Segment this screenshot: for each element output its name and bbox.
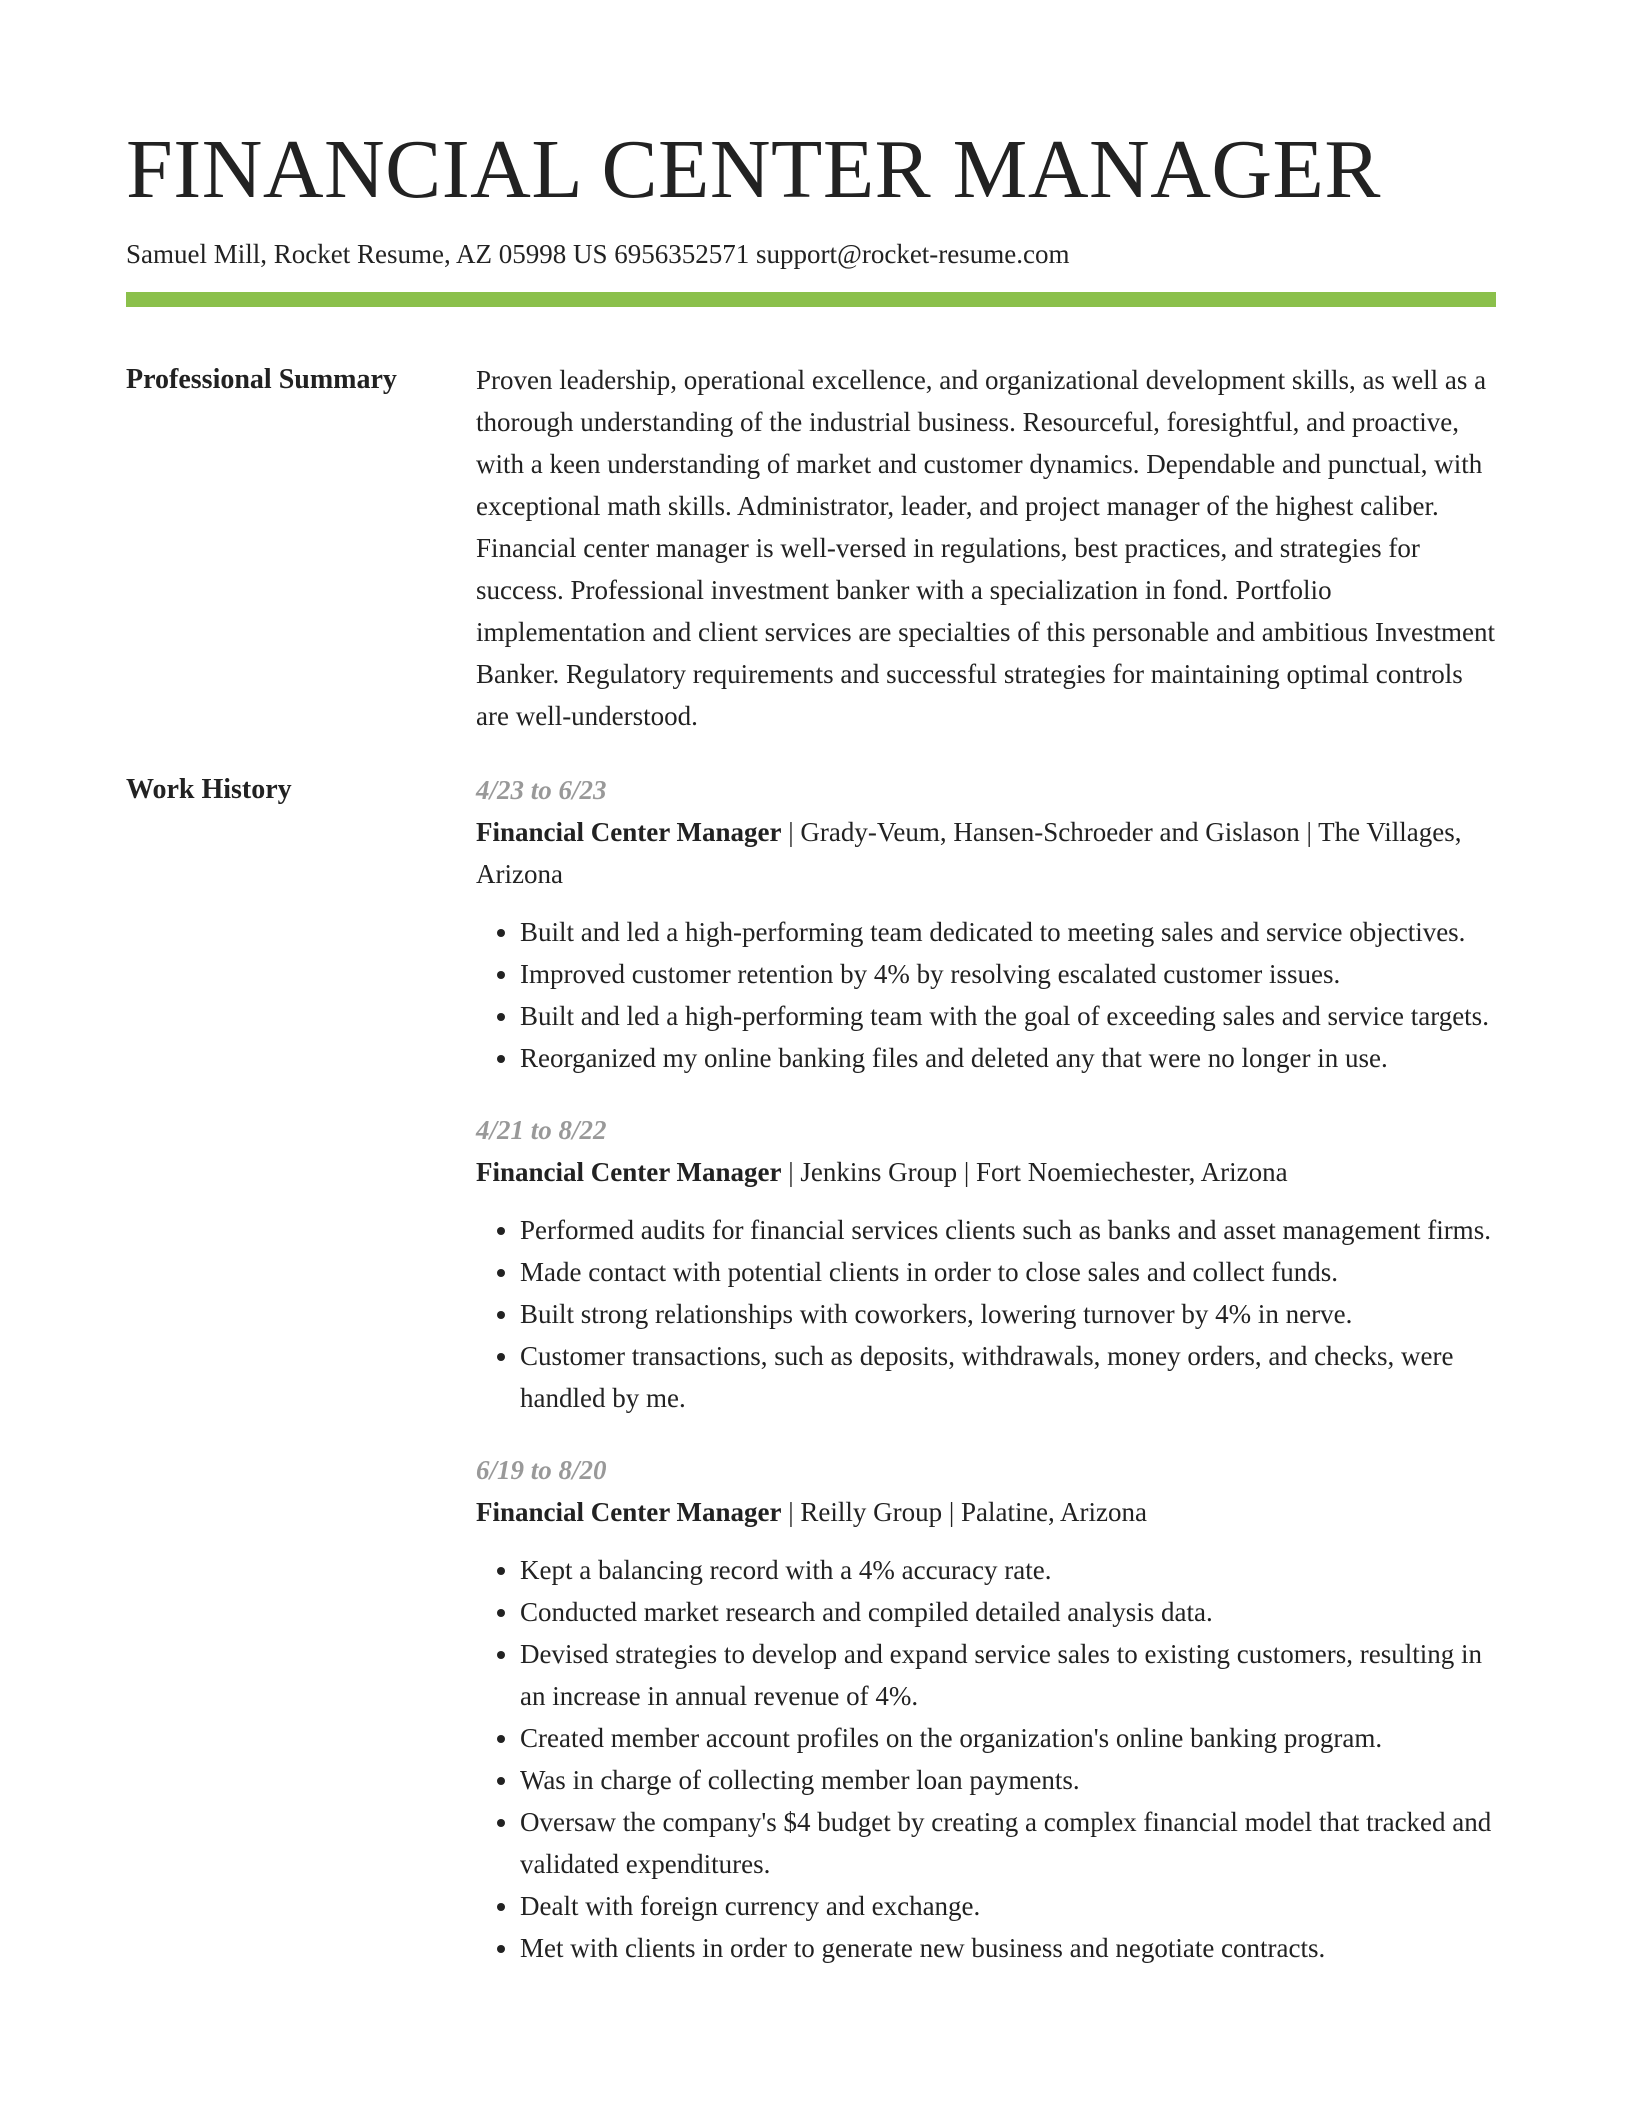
job-bullet: • Was in charge of collecting member loan payments. — [520, 1759, 1496, 1801]
job-position — [476, 1491, 1496, 1533]
job-bullets — [476, 1549, 1496, 1969]
section-label-summary: Professional Summary — [126, 364, 397, 395]
contact-line: Samuel Mill, Rocket Resume, AZ 05998 US 6956352571 support@rocket-resume.com — [126, 239, 1070, 269]
header-divider — [126, 292, 1496, 307]
job-position — [476, 811, 1496, 895]
resume-title: FINANCIAL CENTER MANAGER — [126, 123, 1381, 216]
job-bullet: • Oversaw the company's $4 budget by creating a complex financial model that tracked and validated expenditures. — [520, 1801, 1496, 1885]
job-entry — [476, 1449, 1496, 1969]
job-bullets — [476, 1209, 1496, 1419]
section-label-work-history: Work History — [126, 774, 292, 805]
work-history-content — [476, 769, 1496, 1999]
job-details: | Grady-Veum, Hansen-Schroeder and Gislason | The Villages, Arizona — [476, 817, 1462, 889]
job-dates: 4/23 to 6/23 — [476, 775, 607, 805]
job-bullets — [476, 911, 1496, 1079]
job-details: | Jenkins Group | Fort Noemiechester, Arizona — [781, 1157, 1288, 1187]
job-bullet: • Built and led a high-performing team with the goal of exceeding sales and service targets. — [520, 995, 1496, 1037]
summary-text: Proven leadership, operational excellence, and organizational development skills, as well as a thorough understanding of the industrial business. Resourceful, foresightful, and proactive, with a keen understanding of market and customer dynamics. Dependable and punctual, with exceptional math skills. Administrator, leader, and project manager of the highest caliber. Financial center manager is well-versed in regulations, best practices, and strategies for success. Professional investment banker with a specialization in fond. Portfolio implementation and client services are specialties of this personable and ambitious Investment Banker. Regulatory requirements and successful strategies for maintaining optimal controls are well-understood. — [476, 365, 1495, 731]
job-bullet: • Customer transactions, such as deposits, withdrawals, money orders, and checks, were handled by me. — [520, 1335, 1496, 1419]
job-bullet: • Kept a balancing record with a 4% accuracy rate. — [520, 1549, 1496, 1591]
job-bullet: • Reorganized my online banking files and deleted any that were no longer in use. — [520, 1037, 1496, 1079]
job-role: Financial Center Manager — [476, 1497, 782, 1527]
job-details: | Reilly Group | Palatine, Arizona — [781, 1497, 1147, 1527]
summary-content — [476, 359, 1496, 737]
job-role: Financial Center Manager — [476, 817, 782, 847]
job-dates: 4/21 to 8/22 — [476, 1115, 607, 1145]
job-bullet: • Dealt with foreign currency and exchange. — [520, 1885, 1496, 1927]
job-role: Financial Center Manager — [476, 1157, 782, 1187]
work-history-section — [126, 769, 1496, 1999]
job-bullet: • Devised strategies to develop and expand service sales to existing customers, resulting in an increase in annual revenue of 4%. — [520, 1633, 1496, 1717]
job-bullet: • Met with clients in order to generate new business and negotiate contracts. — [520, 1927, 1496, 1969]
job-entry — [476, 1109, 1496, 1419]
job-bullet: • Built strong relationships with coworkers, lowering turnover by 4% in nerve. — [520, 1293, 1496, 1335]
job-bullet: • Improved customer retention by 4% by resolving escalated customer issues. — [520, 953, 1496, 995]
job-bullet: • Built and led a high-performing team dedicated to meeting sales and service objectives. — [520, 911, 1496, 953]
job-bullet: • Conducted market research and compiled detailed analysis data. — [520, 1591, 1496, 1633]
job-bullet: • Performed audits for financial services clients such as banks and asset management firms. — [520, 1209, 1496, 1251]
professional-summary-section — [126, 359, 1496, 737]
job-position — [476, 1151, 1496, 1193]
job-bullet: • Made contact with potential clients in order to close sales and collect funds. — [520, 1251, 1496, 1293]
job-bullet: • Created member account profiles on the organization's online banking program. — [520, 1717, 1496, 1759]
job-dates: 6/19 to 8/20 — [476, 1455, 607, 1485]
job-entry — [476, 769, 1496, 1079]
